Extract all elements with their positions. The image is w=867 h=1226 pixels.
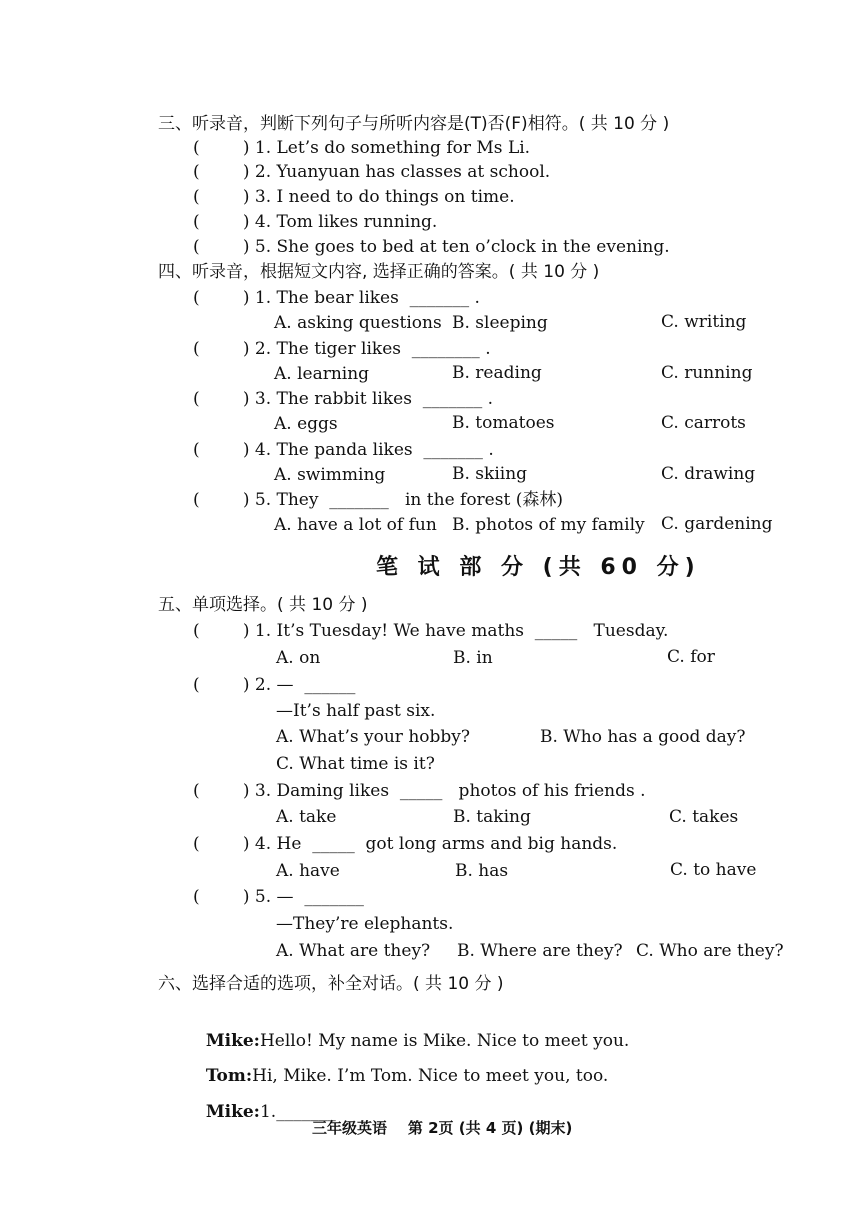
sec4-q3-option-c: C. carrots: [661, 413, 746, 433]
sec5-q3-option-b: B. taking: [453, 807, 531, 827]
sec4-q2-option-a: A. learning: [274, 364, 370, 384]
sec5-q5-option-a: A. What are they?: [276, 941, 431, 961]
sec4-question-4: ( ) 4. The panda likes _______ .: [193, 440, 494, 460]
sec4-q5-option-a: A. have a lot of fun: [274, 515, 437, 535]
dialogue-text-2: Hi, Mike. I’m Tom. Nice to meet you, too.: [252, 1066, 609, 1086]
sec4-q2-option-b: B. reading: [452, 363, 542, 383]
sec5-q5-reply: —They’re elephants.: [276, 914, 454, 934]
sec5-q3-option-c: C. takes: [669, 807, 739, 827]
sec4-q4-option-a: A. swimming: [274, 465, 386, 485]
sec5-q5-option-b: B. Where are they?: [457, 941, 623, 961]
sec5-question-5: ( ) 5. — _______: [193, 887, 364, 907]
section-4-title: 四、听录音，根据短文内容, 选择正确的答案。( 共 10 分 ): [158, 262, 600, 282]
dialogue-text-1: Hello! My name is Mike. Nice to meet you.: [259, 1031, 630, 1051]
speaker-tom: Tom:: [205, 1066, 253, 1086]
sec5-q1-option-b: B. in: [453, 648, 493, 668]
dialogue-blank-1: 1._______: [259, 1102, 336, 1122]
sec4-q1-option-b: B. sleeping: [452, 313, 548, 333]
sec5-q4-option-a: A. have: [276, 861, 340, 881]
sec4-q4-option-b: B. skiing: [452, 464, 528, 484]
sec5-q2-option-b: B. Who has a good day?: [540, 727, 746, 747]
sec3-item-2: ( ) 2. Yuanyuan has classes at school.: [193, 162, 551, 182]
sec5-q2-option-a: A. What’s your hobby?: [276, 727, 470, 747]
sec4-question-5: ( ) 5. They _______ in the forest (森林): [193, 490, 563, 510]
sec5-question-3: ( ) 3. Daming likes _____ photos of his friends .: [193, 781, 646, 801]
sec5-q1-option-c: C. for: [667, 647, 715, 667]
sec4-question-2: ( ) 2. The tiger likes ________ .: [193, 339, 491, 359]
sec5-q4-option-b: B. has: [455, 861, 509, 881]
page-footer: 三年级英语 第 2页 (共 4 页) (期末): [312, 1119, 573, 1137]
sec5-question-2: ( ) 2. — ______: [193, 675, 356, 695]
section-3-title: 三、听录音，判断下列句子与所听内容是(T)否(F)相符。( 共 10 分 ): [158, 114, 670, 134]
sec3-item-1: ( ) 1. Let’s do something for Ms Li.: [193, 138, 531, 158]
sec4-q4-option-c: C. drawing: [661, 464, 756, 484]
speaker-mike-2: Mike:: [205, 1102, 260, 1122]
speaker-mike: Mike:: [205, 1031, 260, 1051]
sec4-q5-option-c: C. gardening: [661, 514, 773, 534]
sec4-q1-option-a: A. asking questions: [274, 313, 442, 333]
sec5-q5-option-c: C. Who are they?: [636, 941, 784, 961]
sec4-q1-option-c: C. writing: [661, 312, 747, 332]
sec4-q3-option-b: B. tomatoes: [452, 413, 555, 433]
section-6-title: 六、选择合适的选项，补全对话。( 共 10 分 ): [158, 974, 504, 994]
sec4-question-1: ( ) 1. The bear likes _______ .: [193, 288, 480, 308]
sec4-q3-option-a: A. eggs: [274, 414, 338, 434]
sec5-q2-option-c: C. What time is it?: [276, 754, 435, 774]
sec5-question-1: ( ) 1. It’s Tuesday! We have maths _____ Tuesday.: [193, 621, 669, 641]
written-part-header: 笔 试 部 分 (共 60 分): [376, 555, 701, 580]
sec4-q2-option-c: C. running: [661, 363, 753, 383]
section-5-title: 五、单项选择。( 共 10 分 ): [158, 595, 368, 615]
sec3-item-3: ( ) 3. I need to do things on time.: [193, 187, 515, 207]
sec3-item-4: ( ) 4. Tom likes running.: [193, 212, 438, 232]
sec5-q4-option-c: C. to have: [670, 860, 757, 880]
sec3-item-5: ( ) 5. She goes to bed at ten o’clock in the evening.: [193, 237, 670, 257]
sec5-q3-option-a: A. take: [276, 807, 337, 827]
sec4-question-3: ( ) 3. The rabbit likes _______ .: [193, 389, 494, 409]
sec5-q2-reply: —It’s half past six.: [276, 701, 436, 721]
sec4-q5-option-b: B. photos of my family: [452, 515, 645, 535]
sec5-question-4: ( ) 4. He _____ got long arms and big hands.: [193, 834, 618, 854]
sec5-q1-option-a: A. on: [276, 648, 321, 668]
